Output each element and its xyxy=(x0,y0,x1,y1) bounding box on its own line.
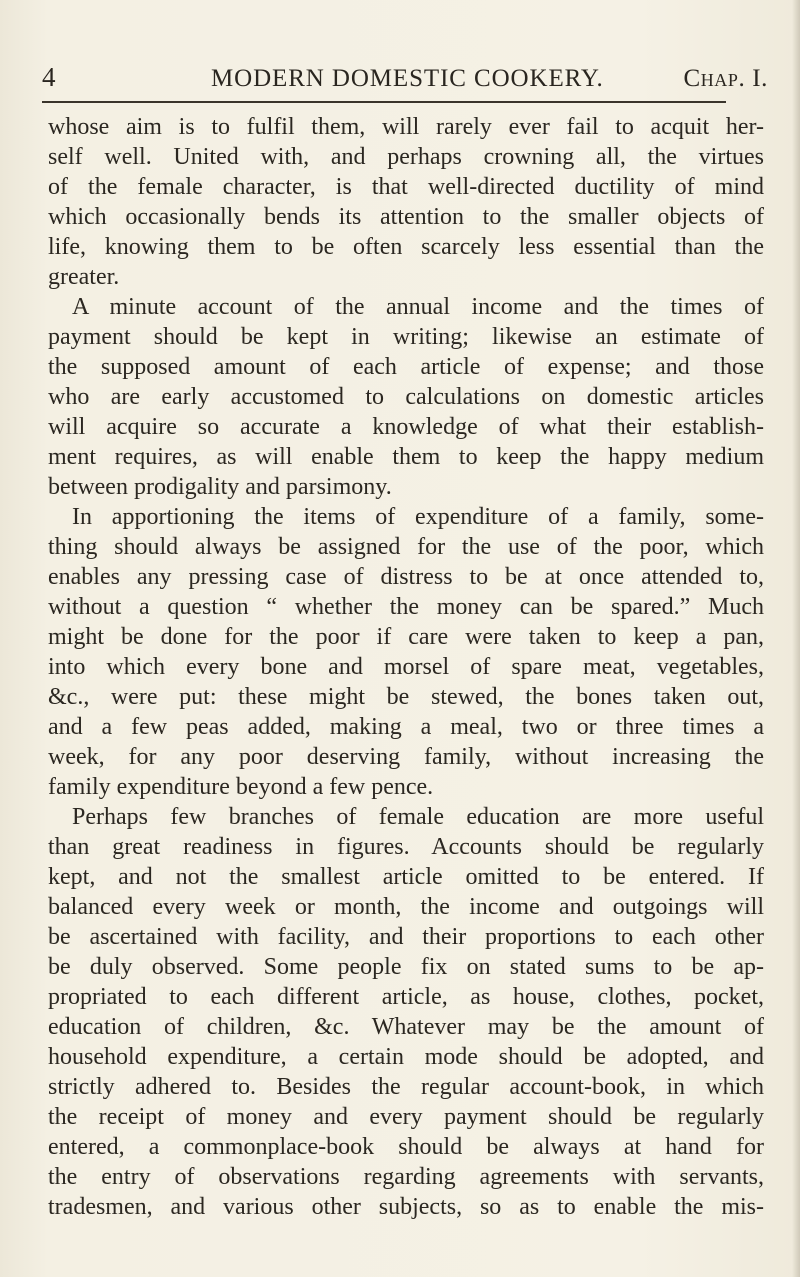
text-line: In apportioning the items of expenditure of a family, some- xyxy=(72,504,764,530)
running-header xyxy=(42,62,768,102)
text-line: &c., were put: these might be stewed, the bones taken out, xyxy=(48,684,764,710)
text-line: Perhaps few branches of female education are more useful xyxy=(72,804,764,830)
chapter-label: Chap. I. xyxy=(683,65,768,92)
page-edge-shadow xyxy=(792,0,800,1277)
header-rule xyxy=(42,101,726,103)
text-line: balanced every week or month, the income and outgoings will xyxy=(48,894,764,920)
text-line: of the female character, is that well-directed ductility of mind xyxy=(48,174,764,200)
text-line: week, for any poor deserving family, without increasing the xyxy=(48,744,764,770)
text-line: strictly adhered to. Besides the regular account-book, in which xyxy=(48,1074,764,1100)
body-text xyxy=(48,112,764,1222)
page-number: 4 xyxy=(42,62,56,92)
text-line: be ascertained with facility, and their proportions to each other xyxy=(48,924,764,950)
text-line: and a few peas added, making a meal, two or three times a xyxy=(48,714,764,740)
text-line: be duly observed. Some people fix on stated sums to be ap- xyxy=(48,954,764,980)
text-line: kept, and not the smallest article omitted to be entered. If xyxy=(48,864,764,890)
text-line: without a question “ whether the money can be spared.” Much xyxy=(48,594,764,620)
text-line: which occasionally bends its attention to the smaller objects of xyxy=(48,204,764,230)
text-line: who are early accustomed to calculations on domestic articles xyxy=(48,384,764,410)
text-line: the supposed amount of each article of expense; and those xyxy=(48,354,764,380)
text-line: thing should always be assigned for the use of the poor, which xyxy=(48,534,764,560)
text-line: the receipt of money and every payment should be regularly xyxy=(48,1104,764,1130)
text-line: payment should be kept in writing; likewise an estimate of xyxy=(48,324,764,350)
text-line: tradesmen, and various other subjects, so as to enable the mis- xyxy=(48,1194,764,1220)
text-line: whose aim is to fulfil them, will rarely ever fail to acquit her- xyxy=(48,114,764,140)
text-line: will acquire so accurate a knowledge of what their establish- xyxy=(48,414,764,440)
text-line: A minute account of the annual income and the times of xyxy=(72,294,764,320)
text-line: education of children, &c. Whatever may be the amount of xyxy=(48,1014,764,1040)
text-line: might be done for the poor if care were taken to keep a pan, xyxy=(48,624,764,650)
text-line: entered, a commonplace-book should be always at hand for xyxy=(48,1134,764,1160)
text-line: life, knowing them to be often scarcely less essential than the xyxy=(48,234,764,260)
text-line: enables any pressing case of distress to be at once attended to, xyxy=(48,564,764,590)
text-line: propriated to each different article, as house, clothes, pocket, xyxy=(48,984,764,1010)
text-line: self well. United with, and perhaps crowning all, the virtues xyxy=(48,144,764,170)
text-line: greater. xyxy=(48,264,120,290)
running-title: MODERN DOMESTIC COOKERY. xyxy=(211,65,604,92)
text-line: between prodigality and parsimony. xyxy=(48,474,392,500)
text-line: household expenditure, a certain mode should be adopted, and xyxy=(48,1044,764,1070)
text-line: than great readiness in figures. Accounts should be regularly xyxy=(48,834,764,860)
text-line: into which every bone and morsel of spare meat, vegetables, xyxy=(48,654,764,680)
text-line: the entry of observations regarding agreements with servants, xyxy=(48,1164,764,1190)
text-line: family expenditure beyond a few pence. xyxy=(48,774,434,800)
text-line: ment requires, as will enable them to keep the happy medium xyxy=(48,444,764,470)
